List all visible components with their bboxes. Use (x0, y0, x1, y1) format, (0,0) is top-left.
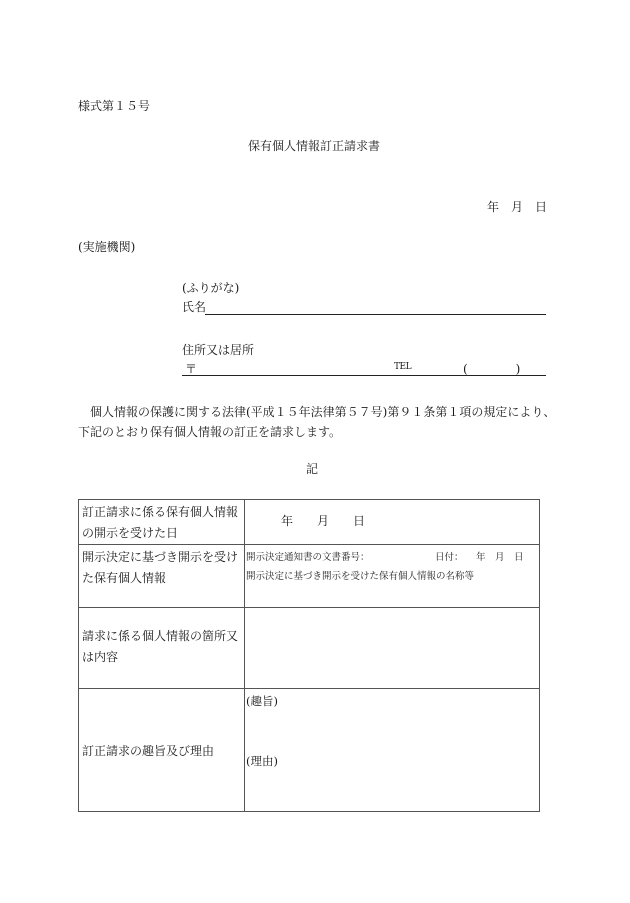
row4-label: 訂正請求の趣旨及び理由 (79, 689, 245, 812)
table-row (79, 545, 540, 608)
row2-label: 開示決定に基づき開示を受けた保有個人情報 (79, 545, 245, 608)
reason-label: (理由) (246, 754, 278, 768)
row2-date-value: 年 月 日 (476, 552, 524, 563)
address-label: 住所又は居所 (182, 343, 255, 357)
tel-label: TEL (394, 362, 412, 372)
row2-date-label: 日付： (435, 552, 464, 563)
row3-label: 請求に係る個人情報の箇所又は内容 (79, 608, 245, 689)
row1-value[interactable] (245, 500, 540, 545)
row4-value[interactable] (245, 689, 540, 812)
furigana-label: (ふりがな) (182, 281, 240, 295)
table-row (79, 500, 540, 545)
address-field-line[interactable] (182, 375, 546, 376)
tel-paren: ( ) (463, 362, 521, 376)
body-line-1: 個人情報の保護に関する法律(平成１５年法律第５７号)第９１条第１項の規定により、 (90, 405, 556, 419)
table-row (79, 608, 540, 689)
request-table (78, 499, 540, 812)
body-line-2: 下記のとおり保有個人情報の訂正を請求します。 (78, 425, 342, 439)
name-label: 氏名 (182, 300, 207, 314)
agency-label: (実施機関) (78, 240, 136, 254)
name-field-line[interactable] (205, 314, 546, 315)
postal-mark: 〒 (185, 362, 198, 376)
row3-value[interactable] (245, 608, 540, 689)
notice-number-label: 開示決定通知書の文書番号： (246, 552, 370, 563)
table-row (79, 689, 540, 812)
row1-label: 訂正請求に係る保有個人情報の開示を受けた日 (79, 500, 245, 545)
row2-value[interactable] (245, 545, 540, 608)
ki-label: 記 (306, 462, 319, 476)
form-number: 様式第１５号 (78, 99, 151, 113)
row1-date: 年 月 日 (281, 514, 366, 528)
date-line: 年 月 日 (487, 200, 548, 214)
info-name-label: 開示決定に基づき開示を受けた保有個人情報の名称等 (246, 571, 475, 582)
page-title: 保有個人情報訂正請求書 (248, 139, 381, 153)
purpose-label: (趣旨) (246, 694, 278, 708)
